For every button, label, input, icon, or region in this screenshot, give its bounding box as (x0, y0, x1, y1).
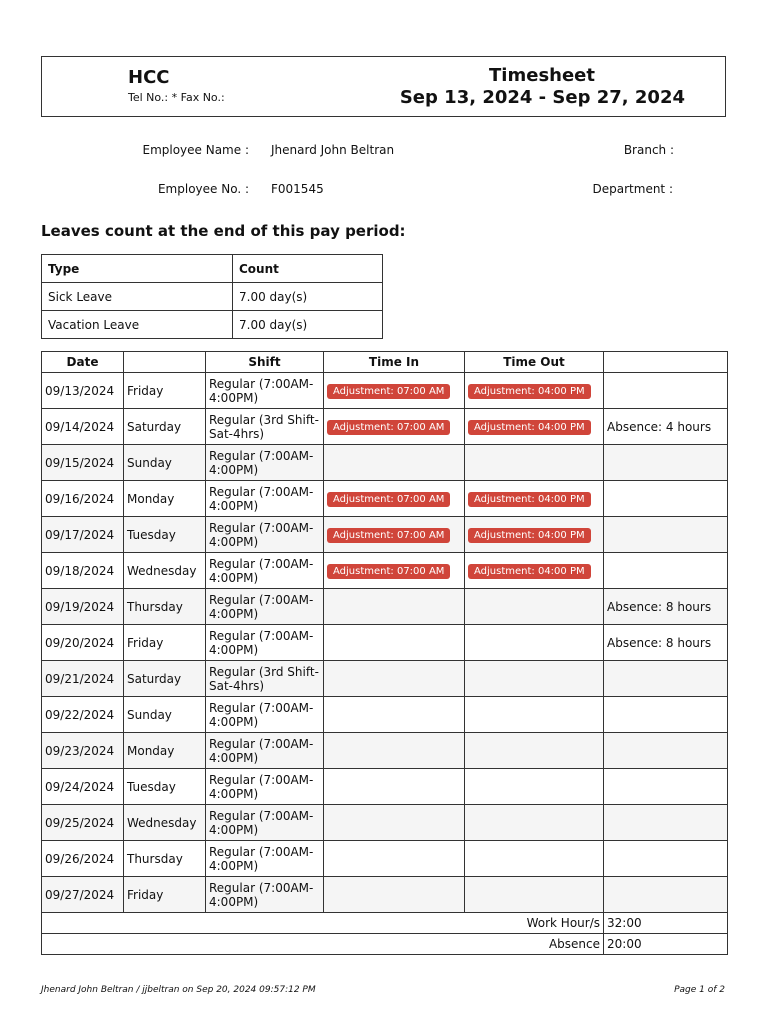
remarks-cell (604, 697, 728, 733)
leave-type: Sick Leave (42, 283, 233, 311)
date-cell: 09/22/2024 (42, 697, 124, 733)
remarks-cell (604, 769, 728, 805)
summary-row (42, 934, 728, 955)
shift-cell: Regular (7:00AM-4:00PM) (206, 805, 324, 841)
day-cell: Friday (124, 877, 206, 913)
day-cell: Monday (124, 733, 206, 769)
leave-count: 7.00 day(s) (233, 283, 383, 311)
remarks-cell (604, 481, 728, 517)
time-out-cell (465, 409, 604, 445)
date-cell: 09/24/2024 (42, 769, 124, 805)
shift-cell: Regular (7:00AM-4:00PM) (206, 697, 324, 733)
employee-no-value: F001545 (271, 182, 324, 196)
table-row (42, 589, 728, 625)
summary-label: Work Hour/s (42, 913, 604, 934)
table-row (42, 481, 728, 517)
time-in-cell (324, 733, 465, 769)
day-cell: Sunday (124, 697, 206, 733)
timesheet-title: Timesheet (489, 65, 595, 86)
remarks-cell: Absence: 8 hours (604, 625, 728, 661)
date-cell: 09/16/2024 (42, 481, 124, 517)
leaves-header-row (42, 255, 383, 283)
adjustment-badge: Adjustment: 04:00 PM (468, 492, 591, 507)
remarks-cell (604, 805, 728, 841)
table-row (42, 661, 728, 697)
adjustment-badge: Adjustment: 07:00 AM (327, 492, 450, 507)
remarks-cell (604, 373, 728, 409)
time-in-cell (324, 877, 465, 913)
timesheet-header-row (42, 352, 728, 373)
shift-cell: Regular (7:00AM-4:00PM) (206, 733, 324, 769)
shift-cell: Regular (7:00AM-4:00PM) (206, 841, 324, 877)
leaves-row (42, 283, 383, 311)
remarks-cell (604, 445, 728, 481)
remarks-cell (604, 517, 728, 553)
date-cell: 09/13/2024 (42, 373, 124, 409)
time-out-cell (465, 589, 604, 625)
date-cell: 09/18/2024 (42, 553, 124, 589)
shift-cell: Regular (7:00AM-4:00PM) (206, 625, 324, 661)
leaves-header-count: Count (233, 255, 383, 283)
leaves-row (42, 311, 383, 339)
table-row (42, 517, 728, 553)
time-in-cell (324, 517, 465, 553)
time-out-cell (465, 625, 604, 661)
employee-no-label: Employee No. : (157, 182, 249, 196)
shift-cell: Regular (3rd Shift-Sat-4hrs) (206, 409, 324, 445)
leaves-header-type: Type (42, 255, 233, 283)
header-time-in: Time In (324, 352, 465, 373)
date-cell: 09/14/2024 (42, 409, 124, 445)
employee-name-label: Employee Name : (142, 143, 249, 157)
footer-generated-by: Jhenard John Beltran / jjbeltran on Sep 20, 2024 09:57:12 PM (41, 985, 316, 995)
summary-value: 20:00 (604, 934, 728, 955)
time-out-cell (465, 769, 604, 805)
company-contact: Tel No.: * Fax No.: (128, 91, 225, 104)
shift-cell: Regular (7:00AM-4:00PM) (206, 517, 324, 553)
leaves-table (41, 254, 383, 339)
remarks-cell (604, 661, 728, 697)
date-cell: 09/25/2024 (42, 805, 124, 841)
time-out-cell (465, 733, 604, 769)
day-cell: Wednesday (124, 805, 206, 841)
summary-label: Absence (42, 934, 604, 955)
company-name: HCC (128, 67, 170, 88)
date-cell: 09/26/2024 (42, 841, 124, 877)
day-cell: Tuesday (124, 769, 206, 805)
summary-value: 32:00 (604, 913, 728, 934)
date-cell: 09/27/2024 (42, 877, 124, 913)
shift-cell: Regular (7:00AM-4:00PM) (206, 553, 324, 589)
header-date: Date (42, 352, 124, 373)
day-cell: Friday (124, 625, 206, 661)
shift-cell: Regular (7:00AM-4:00PM) (206, 589, 324, 625)
time-in-cell (324, 481, 465, 517)
time-out-cell (465, 553, 604, 589)
table-row (42, 733, 728, 769)
footer-page-number: Page 1 of 2 (674, 985, 725, 995)
adjustment-badge: Adjustment: 04:00 PM (468, 384, 591, 399)
adjustment-badge: Adjustment: 07:00 AM (327, 528, 450, 543)
time-out-cell (465, 445, 604, 481)
day-cell: Thursday (124, 589, 206, 625)
time-in-cell (324, 661, 465, 697)
remarks-cell (604, 841, 728, 877)
time-in-cell (324, 841, 465, 877)
day-cell: Thursday (124, 841, 206, 877)
remarks-cell (604, 733, 728, 769)
shift-cell: Regular (3rd Shift-Sat-4hrs) (206, 661, 324, 697)
day-cell: Friday (124, 373, 206, 409)
header-box (41, 56, 726, 117)
leave-type: Vacation Leave (42, 311, 233, 339)
time-in-cell (324, 445, 465, 481)
date-cell: 09/23/2024 (42, 733, 124, 769)
employee-name-value: Jhenard John Beltran (271, 143, 395, 157)
table-row (42, 445, 728, 481)
date-cell: 09/21/2024 (42, 661, 124, 697)
header-day (124, 352, 206, 373)
day-cell: Saturday (124, 409, 206, 445)
date-cell: 09/15/2024 (42, 445, 124, 481)
day-cell: Sunday (124, 445, 206, 481)
date-cell: 09/19/2024 (42, 589, 124, 625)
day-cell: Wednesday (124, 553, 206, 589)
remarks-cell (604, 553, 728, 589)
time-out-cell (465, 841, 604, 877)
adjustment-badge: Adjustment: 07:00 AM (327, 420, 450, 435)
shift-cell: Regular (7:00AM-4:00PM) (206, 877, 324, 913)
table-row (42, 409, 728, 445)
adjustment-badge: Adjustment: 04:00 PM (468, 564, 591, 579)
table-row (42, 877, 728, 913)
table-row (42, 805, 728, 841)
header-time-out: Time Out (465, 352, 604, 373)
time-in-cell (324, 589, 465, 625)
timesheet-table (41, 351, 728, 955)
time-out-cell (465, 661, 604, 697)
day-cell: Monday (124, 481, 206, 517)
shift-cell: Regular (7:00AM-4:00PM) (206, 769, 324, 805)
leaves-section-title: Leaves count at the end of this pay period: (41, 222, 406, 240)
time-out-cell (465, 697, 604, 733)
table-row (42, 373, 728, 409)
department-label: Department : (592, 182, 673, 196)
day-cell: Tuesday (124, 517, 206, 553)
table-row (42, 697, 728, 733)
time-out-cell (465, 805, 604, 841)
adjustment-badge: Adjustment: 07:00 AM (327, 384, 450, 399)
shift-cell: Regular (7:00AM-4:00PM) (206, 481, 324, 517)
date-cell: 09/17/2024 (42, 517, 124, 553)
time-in-cell (324, 553, 465, 589)
day-cell: Saturday (124, 661, 206, 697)
time-out-cell (465, 877, 604, 913)
time-in-cell (324, 373, 465, 409)
shift-cell: Regular (7:00AM-4:00PM) (206, 445, 324, 481)
adjustment-badge: Adjustment: 07:00 AM (327, 564, 450, 579)
time-out-cell (465, 373, 604, 409)
table-row (42, 769, 728, 805)
table-row (42, 625, 728, 661)
time-in-cell (324, 769, 465, 805)
time-in-cell (324, 697, 465, 733)
header-shift: Shift (206, 352, 324, 373)
time-in-cell (324, 625, 465, 661)
header-remarks (604, 352, 728, 373)
table-row (42, 553, 728, 589)
summary-row (42, 913, 728, 934)
timesheet-range: Sep 13, 2024 - Sep 27, 2024 (399, 87, 685, 108)
leave-count: 7.00 day(s) (233, 311, 383, 339)
table-row (42, 841, 728, 877)
adjustment-badge: Adjustment: 04:00 PM (468, 420, 591, 435)
time-out-cell (465, 481, 604, 517)
adjustment-badge: Adjustment: 04:00 PM (468, 528, 591, 543)
remarks-cell (604, 877, 728, 913)
time-out-cell (465, 517, 604, 553)
remarks-cell: Absence: 8 hours (604, 589, 728, 625)
date-cell: 09/20/2024 (42, 625, 124, 661)
shift-cell: Regular (7:00AM-4:00PM) (206, 373, 324, 409)
time-in-cell (324, 409, 465, 445)
time-in-cell (324, 805, 465, 841)
remarks-cell: Absence: 4 hours (604, 409, 728, 445)
branch-label: Branch : (623, 143, 674, 157)
